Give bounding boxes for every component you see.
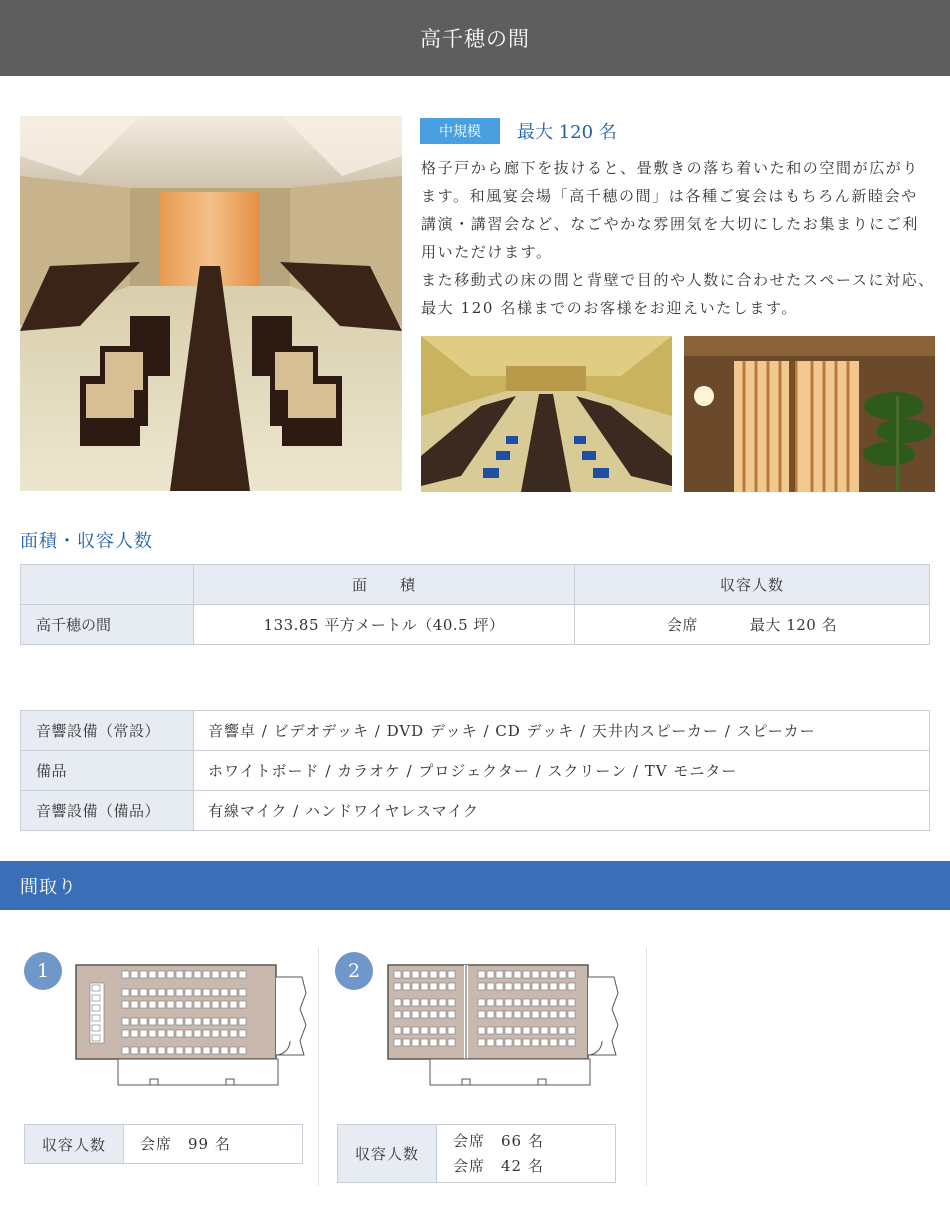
seat-icon [194,1001,201,1008]
seat-icon [421,971,428,978]
plan-number-badge: 2 [335,952,373,990]
seat-icon [176,1047,183,1054]
seat-icon [532,971,539,978]
seat-icon [514,999,521,1006]
seat-icon [550,999,557,1006]
seat-icon [532,999,539,1006]
plan-2-capacity-table [337,1124,616,1183]
seat-icon [158,1018,165,1025]
seat-icon [559,1027,566,1034]
seat-icon [403,1039,410,1046]
seat-icon [478,999,485,1006]
seat-icon [122,1001,129,1008]
seat-icon [140,989,147,996]
seat-icon [131,1018,138,1025]
seat-icon [203,989,210,996]
seat-icon [496,1027,503,1034]
scale-badge: 中規模 [420,118,500,144]
seat-icon [421,999,428,1006]
seat-icon [448,1039,455,1046]
seat-icon [478,1039,485,1046]
seat-icon [439,999,446,1006]
table-row [21,751,930,791]
seat-icon [403,1011,410,1018]
seat-icon [176,1030,183,1037]
seat-icon [140,1018,147,1025]
seat-icon [394,1027,401,1034]
description-line: 用いただけます。 [421,243,553,261]
seat-icon [541,983,548,990]
seat-icon [448,999,455,1006]
seat-icon [523,1011,530,1018]
seat-icon [568,1039,575,1046]
seat-icon [394,983,401,990]
seat-icon [430,971,437,978]
seat-icon [221,1047,228,1054]
seat-icon [496,1011,503,1018]
seat-icon [532,1039,539,1046]
seat-icon [403,971,410,978]
seat-icon [230,1030,237,1037]
seat-icon [221,971,228,978]
seat-icon [158,1047,165,1054]
seat-icon [514,971,521,978]
seat-icon [550,1039,557,1046]
seat-icon [523,971,530,978]
page-header [0,0,950,76]
seat-icon [523,999,530,1006]
seat-icon [550,971,557,978]
description-line: 講演・講習会など、なごやかな雰囲気を大切にしたお集まりにご利 [421,215,920,233]
seat-icon [487,971,494,978]
seat-icon [550,1011,557,1018]
seat-icon [194,1047,201,1054]
seat-icon [487,983,494,990]
seat-icon [514,983,521,990]
seat-icon [122,1018,129,1025]
seat-icon [514,1011,521,1018]
description-line: 最大 120 名様までのお客様をお迎えいたします。 [421,299,798,317]
main-room-photo [20,116,402,491]
seat-icon [430,1011,437,1018]
capacity-entry: 会席 66 名 [453,1131,544,1150]
seat-icon [421,1011,428,1018]
seat-icon [439,1011,446,1018]
capacity-entry: 会席 42 名 [453,1156,544,1175]
seat-icon [568,999,575,1006]
seat-icon [140,1047,147,1054]
seat-icon [412,1039,419,1046]
seat-icon [568,971,575,978]
room-description [421,154,941,322]
plan-divider [318,948,319,1186]
seat-icon [194,1030,201,1037]
seat-icon [167,1047,174,1054]
max-capacity: 最大 120 名 [517,122,617,143]
seat-icon [149,971,156,978]
seat-icon [430,1027,437,1034]
seat-icon [176,1018,183,1025]
seat-icon [421,1039,428,1046]
seat-icon [185,971,192,978]
seat-icon [212,1001,219,1008]
seat-icon [448,983,455,990]
seat-icon [167,971,174,978]
seat-icon [439,983,446,990]
seat-icon [541,1039,548,1046]
seat-icon [90,983,104,1043]
seat-icon [439,1027,446,1034]
seat-icon [185,1030,192,1037]
seat-icon [412,1027,419,1034]
seat-icon [559,1011,566,1018]
seat-icon [487,1039,494,1046]
seat-icon [559,971,566,978]
seat-icon [131,971,138,978]
equipment-label: 備品 [21,751,194,791]
seat-icon [221,1018,228,1025]
plan-number-badge: 1 [24,952,62,990]
seat-icon [239,1030,246,1037]
seat-icon [140,1001,147,1008]
seat-icon [92,1025,100,1031]
seat-icon [158,1030,165,1037]
area-section-title: 面積・収容人数 [20,531,153,552]
seat-icon [194,989,201,996]
seat-icon [559,999,566,1006]
seat-icon [131,1047,138,1054]
seat-icon [448,1011,455,1018]
description-line: 格子戸から廊下を抜けると、畳敷きの落ち着いた和の空間が広がり [421,159,920,177]
seat-icon [158,1001,165,1008]
entrance-photo [684,336,935,492]
room-photo-long-table [421,336,672,492]
seat-icon [439,1039,446,1046]
seat-icon [568,1027,575,1034]
capacity-label: 収容人数 [338,1125,437,1182]
seat-icon [230,1001,237,1008]
seat-icon [140,1030,147,1037]
seat-icon [131,989,138,996]
seat-icon [394,971,401,978]
seat-icon [532,983,539,990]
seat-icon [496,971,503,978]
seat-icon [176,1001,183,1008]
seat-icon [149,989,156,996]
seat-icon [131,1030,138,1037]
seat-icon [412,1011,419,1018]
seat-icon [194,971,201,978]
seat-icon [185,989,192,996]
equipment-value: ホワイトボード / カラオケ / プロジェクター / スクリーン / TV モニター [194,751,930,791]
seat-icon [568,1011,575,1018]
seat-icon [532,1027,539,1034]
seat-icon [478,983,485,990]
seat-icon [403,999,410,1006]
seat-icon [230,971,237,978]
capacity-value-cell [575,605,930,645]
table-row [21,791,930,831]
seat-icon [221,989,228,996]
page-title: 高千穂の間 [420,27,530,51]
seat-icon [212,971,219,978]
seat-icon [203,1047,210,1054]
seat-icon [149,1018,156,1025]
seat-icon [550,983,557,990]
seat-icon [122,989,129,996]
seat-icon [230,1018,237,1025]
seat-icon [122,1047,129,1054]
layout-section-title: 間取り [20,876,77,898]
seat-icon [203,971,210,978]
seat-icon [149,1030,156,1037]
seat-icon [212,1018,219,1025]
seat-icon [550,1027,557,1034]
seat-icon [412,983,419,990]
seat-icon [514,1039,521,1046]
seat-icon [496,983,503,990]
plan-1-capacity-table [24,1124,303,1164]
seat-icon [523,1039,530,1046]
seat-icon [394,999,401,1006]
seat-icon [158,971,165,978]
equipment-label: 音響設備（備品） [21,791,194,831]
seat-icon [439,971,446,978]
intro-heading [420,118,617,144]
seat-icon [167,989,174,996]
seat-icon [239,989,246,996]
floor-plan-1 [74,963,310,1091]
seat-icon [185,1001,192,1008]
seat-icon [92,1035,100,1041]
seat-icon [430,1039,437,1046]
seat-icon [167,1018,174,1025]
seat-icon [559,983,566,990]
seat-icon [403,983,410,990]
area-value-cell: 133.85 平方メートル（40.5 坪） [194,605,575,645]
seat-icon [532,1011,539,1018]
seat-icon [505,1027,512,1034]
equipment-table [20,710,930,831]
floor-plan-2 [386,963,622,1091]
seat-icon [221,1001,228,1008]
seat-icon [158,989,165,996]
seat-icon [149,1001,156,1008]
seat-icon [430,999,437,1006]
seat-icon [412,971,419,978]
seat-icon [403,1027,410,1034]
room-name-cell: 高千穂の間 [21,605,194,645]
seat-icon [212,1047,219,1054]
seat-icon [541,1027,548,1034]
seat-icon [421,1027,428,1034]
seat-icon [412,999,419,1006]
seat-icon [541,1011,548,1018]
seat-icon [394,1011,401,1018]
seat-icon [221,1030,228,1037]
seat-icon [92,995,100,1001]
area-column-header: 面 積 [194,565,575,605]
capacity-value: 最大 120 名 [749,616,838,634]
seat-icon [167,1030,174,1037]
seat-icon [239,1047,246,1054]
seat-icon [176,989,183,996]
seat-icon [487,1027,494,1034]
seat-icon [203,1001,210,1008]
seat-icon [230,1047,237,1054]
seat-icon [523,983,530,990]
layout-section-bar [0,861,950,910]
seat-icon [92,985,100,991]
seat-icon [203,1030,210,1037]
plan-divider [646,948,647,1186]
seat-icon [185,1047,192,1054]
seat-icon [541,999,548,1006]
seat-icon [541,971,548,978]
seat-icon [568,983,575,990]
seat-icon [505,983,512,990]
seat-icon [448,1027,455,1034]
seat-icon [149,1047,156,1054]
seat-icon [487,999,494,1006]
seat-icon [478,1011,485,1018]
seat-icon [478,971,485,978]
capacity-entry: 会席 99 名 [140,1134,231,1153]
seat-icon [212,1030,219,1037]
seat-icon [523,1027,530,1034]
seat-icon [448,971,455,978]
seat-icon [421,983,428,990]
seat-icon [92,1015,100,1021]
capacity-values [437,1125,544,1182]
seat-icon [92,1005,100,1011]
seat-icon [131,1001,138,1008]
seat-icon [122,971,129,978]
seat-icon [430,983,437,990]
seat-icon [505,1011,512,1018]
seat-icon [239,1001,246,1008]
seat-icon [212,989,219,996]
area-capacity-table [20,564,930,645]
description-line: ます。和風宴会場「高千穂の間」は各種ご宴会はもちろん新睦会や [421,187,918,205]
seat-icon [167,1001,174,1008]
capacity-label: 収容人数 [25,1125,124,1163]
seat-icon [230,989,237,996]
seat-icon [505,999,512,1006]
seat-icon [239,1018,246,1025]
capacity-column-header: 収容人数 [575,565,930,605]
seat-icon [176,971,183,978]
seat-icon [478,1027,485,1034]
seat-icon [496,1039,503,1046]
description-line: また移動式の床の間と背壁で目的や人数に合わせたスペースに対応、 [421,271,935,289]
seat-icon [140,971,147,978]
seat-icon [514,1027,521,1034]
equipment-label: 音響設備（常設） [21,711,194,751]
seat-icon [239,971,246,978]
seat-icon [185,1018,192,1025]
capacity-type: 会席 [666,616,698,634]
seat-icon [505,971,512,978]
seat-icon [487,1011,494,1018]
seat-icon [122,1030,129,1037]
seat-icon [559,1039,566,1046]
seat-icon [394,1039,401,1046]
equipment-value: 音響卓 / ビデオデッキ / DVD デッキ / CD デッキ / 天井内スピーカー / スピーカー [194,711,930,751]
table-corner-cell [21,565,194,605]
seat-icon [505,1039,512,1046]
seat-icon [203,1018,210,1025]
seat-icon [496,999,503,1006]
table-row [21,711,930,751]
seat-icon [194,1018,201,1025]
capacity-values [124,1125,231,1163]
equipment-value: 有線マイク / ハンドワイヤレスマイク [194,791,930,831]
